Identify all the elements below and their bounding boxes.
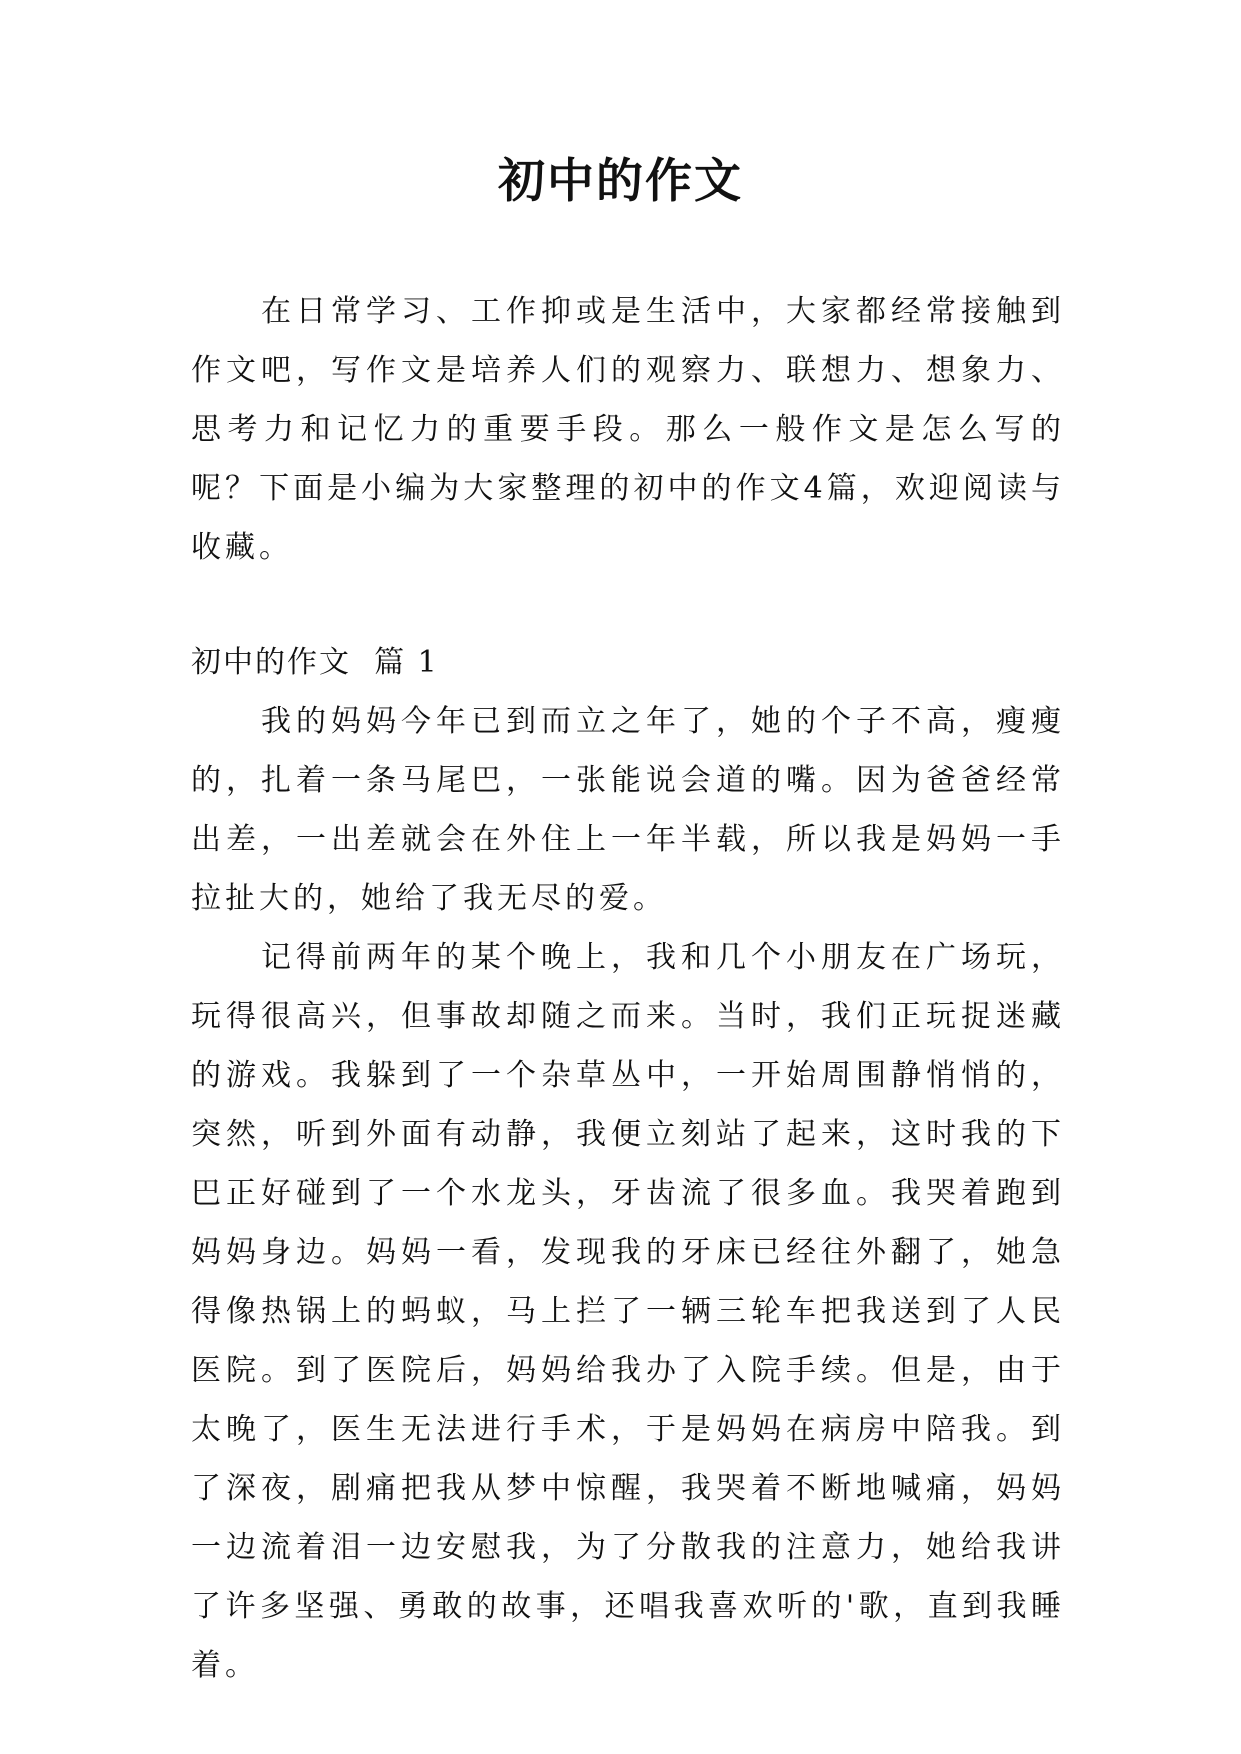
section-heading: 初中的作文 篇 1	[191, 645, 439, 680]
body-paragraph-1: 我的妈妈今年已到而立之年了，她的个子不高，瘦瘦的，扎着一条马尾巴，一张能说会道的嘴。因为爸爸经常出差，一出差就会在外住上一年半载，所以我是妈妈一手拉扯大的，她给了我无尽的爱。	[191, 704, 1065, 916]
body-paragraph-2: 记得前两年的某个晚上，我和几个小朋友在广场玩，玩得很高兴，但事故却随之而来。当时，我们正玩捉迷藏的游戏。我躲到了一个杂草丛中，一开始周围静悄悄的，突然，听到外面有动静，我便立刻站了起来，这时我的下巴正好碰到了一个水龙头，牙齿流了很多血。我哭着跑到妈妈身边。妈妈一看，发现我的牙床已经往外翻了，她急得像热锅上的蚂蚁，马上拦了一辆三轮车把我送到了人民医院。到了医院后，妈妈给我办了入院手续。但是，由于太晚了，医生无法进行手术，于是妈妈在病房中陪我。到了深夜，剧痛把我从梦中惊醒，我哭着不断地喊痛，妈妈一边流着泪一边安慰我，为了分散我的注意力，她给我讲了许多坚强、勇敢的故事，还唱我喜欢听的'歌，直到我睡着。	[191, 940, 1065, 1683]
intro-paragraph: 在日常学习、工作抑或是生活中，大家都经常接触到作文吧，写作文是培养人们的观察力、联想力、想象力、思考力和记忆力的重要手段。那么一般作文是怎么写的呢？下面是小编为大家整理的初中的作文4篇，欢迎阅读与收藏。	[191, 294, 1065, 565]
document-body	[191, 282, 1065, 1695]
document-title: 初中的作文	[498, 154, 743, 209]
